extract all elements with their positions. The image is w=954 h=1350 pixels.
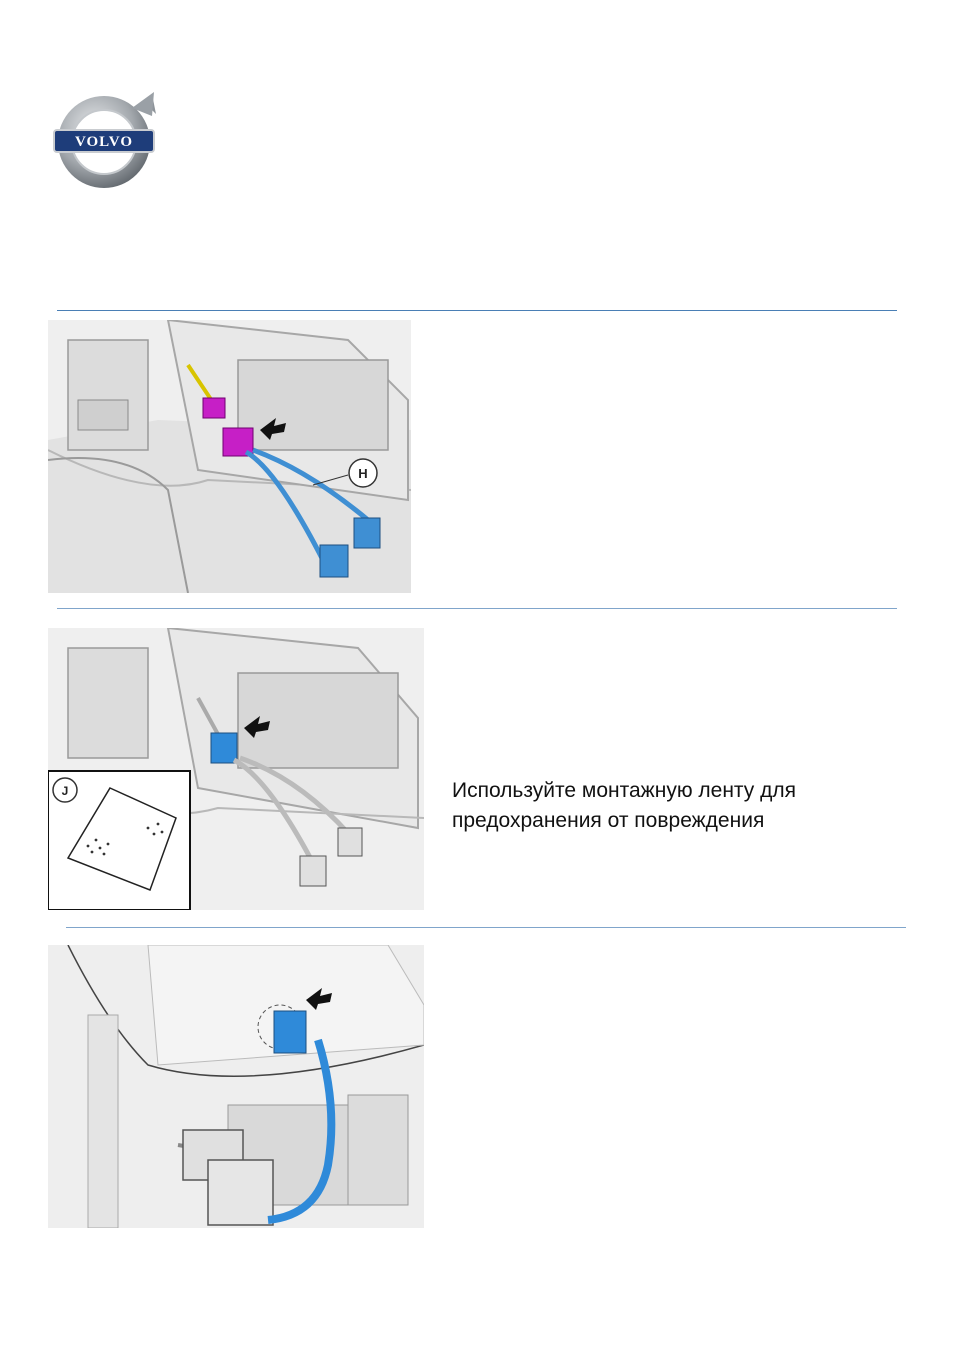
divider-1 [57,310,897,311]
instruction-line-2: предохранения от повреждения [452,809,765,832]
step-3-illustration [48,945,424,1228]
step-2-instruction [452,776,892,836]
volvo-logo [52,88,160,192]
instruction-line-1: Используйте монтажную ленту для [452,779,796,802]
volvo-iron-mark-icon [52,88,160,192]
step-1-illustration [48,320,411,593]
step-2-illustration [48,628,424,910]
divider-3 [66,927,906,928]
divider-2 [57,608,897,609]
callout-j: J [61,784,69,798]
callout-h: H [358,466,368,481]
logo-text: VOLVO [74,134,134,150]
